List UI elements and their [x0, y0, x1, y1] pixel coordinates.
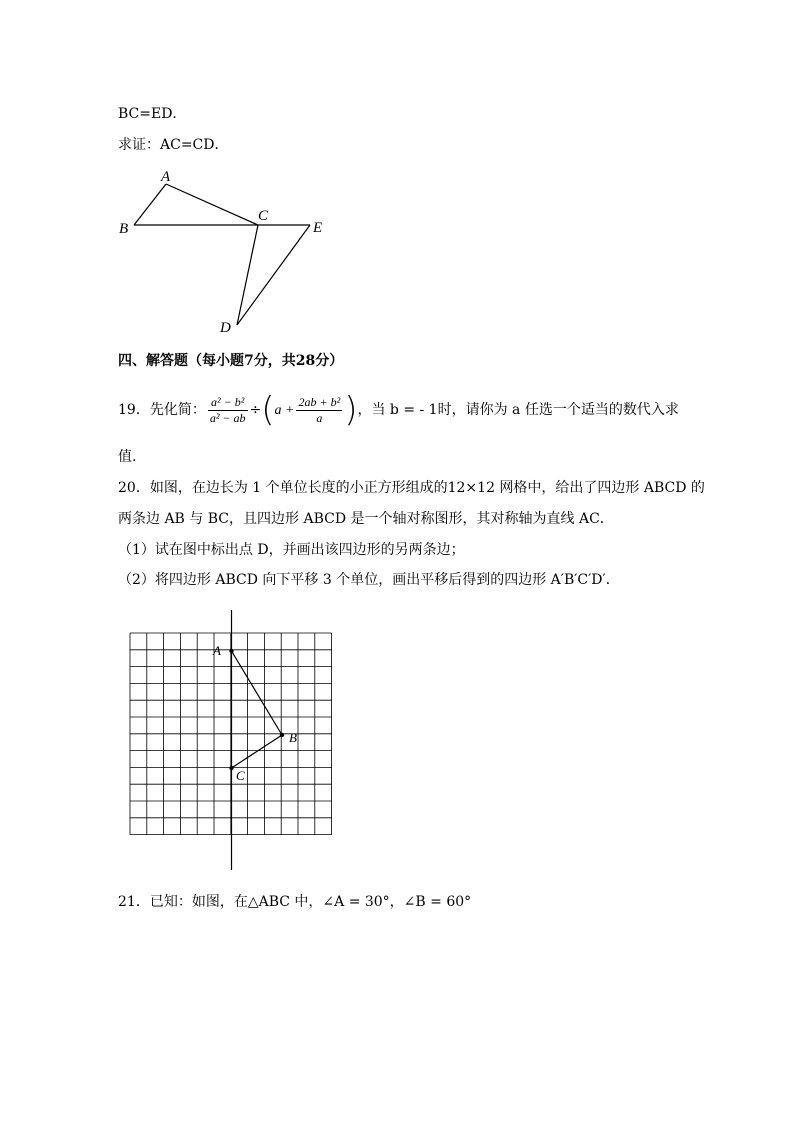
q19-number: 19．先化简： [118, 402, 206, 418]
q20-line2: 两条边 AB 与 BC，且四边形 ABCD 是一个轴对称图形，其对称轴为直线 AC． [118, 511, 614, 527]
point-A [229, 649, 233, 653]
grid-lines [130, 633, 332, 835]
q19-line2: 值. [118, 449, 137, 465]
label-A: A [161, 169, 171, 185]
point-C [229, 766, 233, 770]
grid-label-C: C [236, 768, 245, 783]
q20-part2: （2）将四边形 ABCD 向下平移 3 个单位，画出平移后得到的四边形 A′B′C′D′． [118, 572, 620, 588]
q19-fraction-1: $\frac{\text{a² − b²}}{\text{a² − ab}}$ [209, 394, 246, 425]
grid-label-B: B [289, 730, 297, 745]
q20-part1: （1）试在图中标出点 D，并画出该四边形的另两条边； [118, 542, 465, 558]
grid-label-A: A [213, 643, 221, 658]
segment-AC [166, 184, 258, 225]
q18-given-line: BC=ED． [118, 106, 187, 122]
q19-right-paren: ) [344, 390, 358, 430]
segment-AB-grid [232, 651, 283, 735]
q19-paren-a: a + [274, 403, 295, 418]
point-B [280, 733, 284, 737]
q19-divide: ÷ [249, 402, 262, 418]
q19-line [118, 390, 679, 431]
q18-triangle-figure [110, 160, 330, 340]
label-C: C [258, 208, 269, 224]
label-E: E [313, 220, 323, 236]
q19-left-paren: ( [261, 390, 275, 430]
q20-grid-figure [120, 600, 340, 870]
segment-AB [134, 184, 166, 225]
q18-prove-line: 求证：AC=CD． [118, 137, 229, 153]
label-B: B [119, 221, 129, 237]
q20-line1: 20．如图，在边长为 1 个单位长度的小正方形组成的12×12 网格中，给出了四边形 ABCD 的 [118, 480, 705, 496]
section4-heading: 四、解答题（每小题7分，共28分） [118, 353, 344, 369]
q19-tail: ，当 b = - 1时，请你为 a 任选一个适当的数代入求 [357, 402, 679, 418]
segment-BC-grid [232, 735, 283, 768]
label-D: D [220, 320, 231, 336]
q21-line1: 21．已知：如图，在△ABC 中，∠A = 30°，∠B = 60° [118, 894, 472, 910]
q19-fraction-2: $\frac{\text{2ab + b²}}{a}$ [298, 394, 341, 425]
